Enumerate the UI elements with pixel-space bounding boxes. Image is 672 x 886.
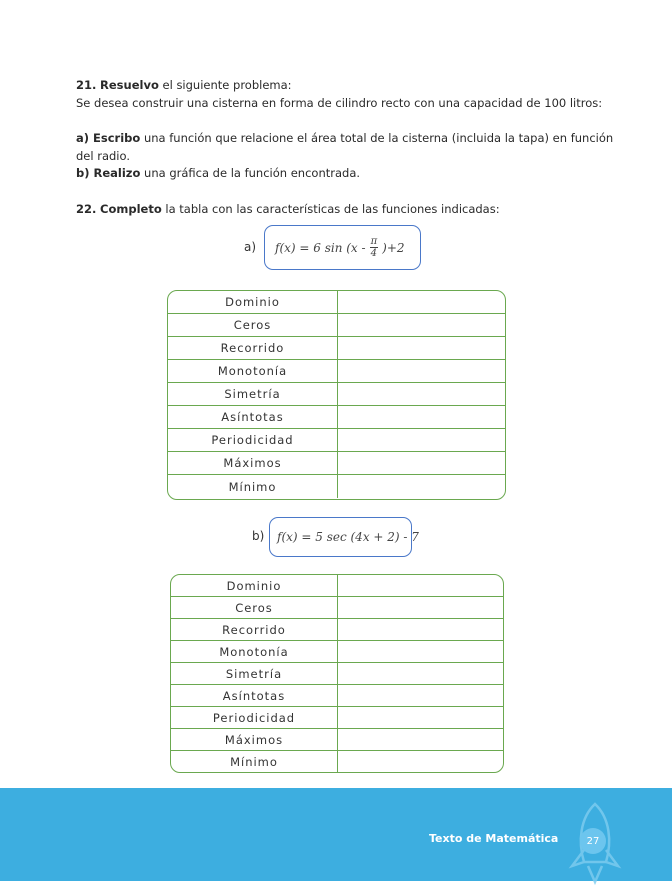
- part-b-text: una gráfica de la función encontrada.: [144, 166, 361, 180]
- answer-cell[interactable]: [338, 597, 503, 618]
- row-label: Mínimo: [168, 475, 338, 498]
- row-label: Mínimo: [171, 751, 338, 773]
- table-row: [171, 729, 503, 751]
- formula-b-label: b): [252, 529, 265, 543]
- problem-verb: Completo: [100, 202, 162, 216]
- problem-21-statement: Se desea construir una cisterna en forma de cilindro recto con una capacidad de 100 litros:: [76, 96, 603, 110]
- table-row: [171, 751, 503, 773]
- row-label: Dominio: [168, 291, 338, 313]
- table-row: [171, 619, 503, 641]
- table-row: [168, 314, 505, 337]
- answer-cell[interactable]: [338, 729, 503, 750]
- formula-a-right: )+2: [382, 240, 405, 255]
- row-label: Máximos: [171, 729, 338, 750]
- answer-cell[interactable]: [338, 406, 505, 428]
- row-label: Periodicidad: [168, 429, 338, 451]
- answer-cell[interactable]: [338, 663, 503, 684]
- table-row: [171, 707, 503, 729]
- answer-cell[interactable]: [338, 475, 505, 498]
- answer-cell[interactable]: [338, 619, 503, 640]
- footer-title: Texto de Matemática: [429, 832, 559, 845]
- characteristics-table-b: [170, 574, 504, 773]
- answer-cell[interactable]: [338, 707, 503, 728]
- formula-a-label: a): [244, 240, 257, 254]
- row-label: Asíntotas: [168, 406, 338, 428]
- formula-b-box: [269, 517, 419, 557]
- formula-a-fraction: [370, 236, 379, 259]
- fraction-numerator: π: [370, 236, 378, 247]
- part-b-label: b) Realizo: [76, 166, 141, 180]
- problem-text: el siguiente problema:: [162, 78, 292, 92]
- formula-a-left: f(x) = 6 sin (x -: [275, 240, 366, 255]
- answer-cell[interactable]: [338, 751, 503, 773]
- table-row: [168, 383, 505, 406]
- table-row: [171, 641, 503, 663]
- row-label: Recorrido: [168, 337, 338, 359]
- table-row: [168, 337, 505, 360]
- table-row: [171, 685, 503, 707]
- table-row: [168, 360, 505, 383]
- fraction-denominator: 4: [370, 248, 378, 259]
- problem-verb: Resuelvo: [100, 78, 159, 92]
- answer-cell[interactable]: [338, 291, 505, 313]
- problem-number: 22.: [76, 202, 97, 216]
- row-label: Monotonía: [171, 641, 338, 662]
- table-row: [168, 475, 505, 498]
- table-row: [171, 663, 503, 685]
- row-label: Monotonía: [168, 360, 338, 382]
- answer-cell[interactable]: [338, 314, 505, 336]
- row-label: Máximos: [168, 452, 338, 474]
- answer-cell[interactable]: [338, 429, 505, 451]
- table-row: [171, 575, 503, 597]
- problem-21-part-a: [76, 129, 616, 165]
- answer-cell[interactable]: [338, 685, 503, 706]
- table-row: [168, 429, 505, 452]
- row-label: Simetría: [168, 383, 338, 405]
- problem-number: 21.: [76, 78, 97, 92]
- row-label: Recorrido: [171, 619, 338, 640]
- page-number: 27: [580, 828, 606, 854]
- problem-text: la tabla con las características de las funciones indicadas:: [165, 202, 500, 216]
- part-a-label: a) Escribo: [76, 131, 141, 145]
- part-a-text: una función que relacione el área total de la cisterna (incluida la tapa) en función del radio.: [76, 131, 614, 163]
- characteristics-table-a: [167, 290, 506, 500]
- table-row: [168, 452, 505, 475]
- table-row: [171, 597, 503, 619]
- formula-a-box: [264, 225, 421, 270]
- answer-cell[interactable]: [338, 575, 503, 596]
- row-label: Ceros: [168, 314, 338, 336]
- row-label: Periodicidad: [171, 707, 338, 728]
- row-label: Ceros: [171, 597, 338, 618]
- problem-21-part-b: [76, 164, 360, 182]
- answer-cell[interactable]: [338, 360, 505, 382]
- table-row: [168, 406, 505, 429]
- answer-cell[interactable]: [338, 383, 505, 405]
- answer-cell[interactable]: [338, 337, 505, 359]
- answer-cell[interactable]: [338, 452, 505, 474]
- row-label: Simetría: [171, 663, 338, 684]
- row-label: Dominio: [171, 575, 338, 596]
- row-label: Asíntotas: [171, 685, 338, 706]
- formula-b-text: f(x) = 5 sec (4x + 2) - 7: [277, 530, 419, 544]
- table-row: [168, 291, 505, 314]
- answer-cell[interactable]: [338, 641, 503, 662]
- problem-21-heading: [76, 76, 292, 94]
- problem-22-heading: [76, 200, 500, 218]
